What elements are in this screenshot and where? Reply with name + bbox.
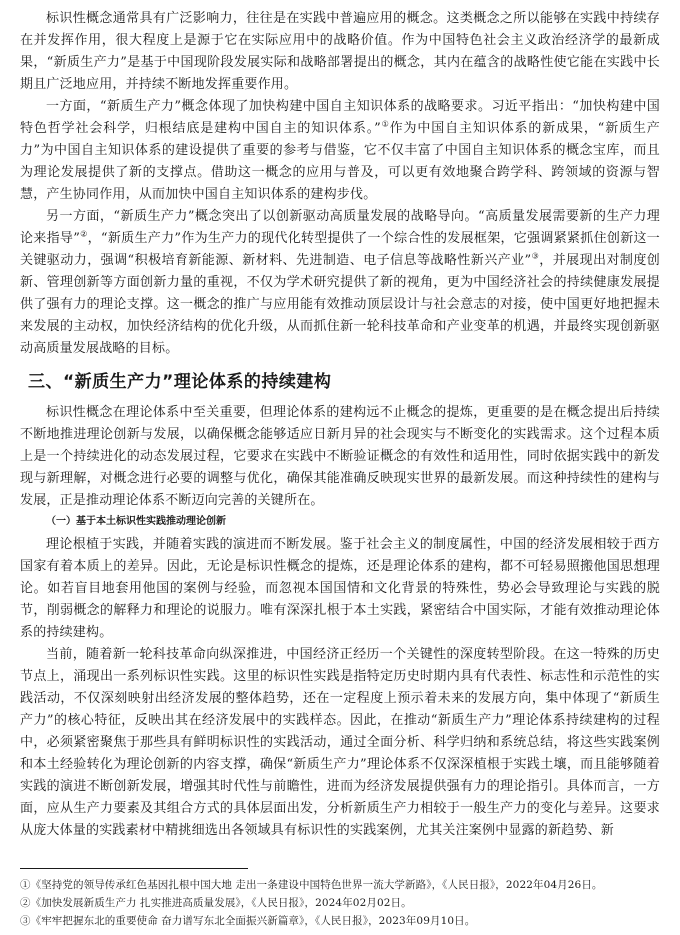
subsection-title: （一）基于本土标识性实践推动理论创新 [46, 516, 226, 527]
subsection-paragraph-1: 理论根植于实践，并随着实践的演进而不断发展。鉴于社会主义的制度属性，中国的经济发展相较于西方国家有着本质上的差异。因此，无论是标识性概念的提炼，还是理论体系的建构，都不可轻易照搬他国思想理论。如若盲目地套用他国的案例与经验，而忽视本国国情和文化背景的特殊性，势必会导致理论与实践的脱节，削弱概念的解释力和理论的说服力。唯有深深扎根于本土实践，紧密结合中国实际，才能有效推动理论体系的持续建构。 [20, 537, 660, 640]
paragraph-3-text-mid: ，“新质生产力”作为生产力的现代化转型提供了一个综合性的发展框架，它强调紧紧抓住创新这一关键驱动力，强调“积极培育新能源、新材料、先进制造、电子信息等战略性新兴产业” [20, 231, 660, 268]
footnote-ref-3[interactable]: ③ [531, 251, 540, 261]
footnote-ref-2[interactable]: ② [80, 229, 88, 239]
paragraph-1: 标识性概念通常具有广泛影响力，往往是在实践中普遍应用的概念。这类概念之所以能够在实践中持续存在并发挥作用，很大程度上是源于它在实际应用中的战略价值。作为中国特色社会主义政治经济学的最新成果，“新质生产力”是基于中国现阶段发展实际和战略部署提出的概念，其内在蕴含的战略性使它能在实践中长期且广泛地应用，并持续不断地发挥重要作用。 [20, 11, 660, 92]
footnote-2: ②《加快发展新质生产力 扎实推进高质量发展》，《人民日报》，2024年02月02日。 [20, 897, 412, 909]
paragraph-2 [20, 96, 660, 206]
paragraph-3 [20, 206, 660, 360]
paragraph-3-text-before: 另一方面，“新质生产力”概念突出了以创新驱动高质量发展的战略导向。“高质量发展需要新的生产力理论来指导” [20, 209, 660, 246]
footnotes [20, 876, 665, 930]
subsection-paragraph-2: 当前，随着新一轮科技革命向纵深推进，中国经济正经历一个关键性的深度转型阶段。在这一特殊的历史节点上，涌现出一系列标识性实践。这里的标识性实践是指特定历史时期内具有代表性、标志性和示范性的实践活动，不仅深刻映射出经济发展的整体趋势，还在一定程度上预示着未来的发展方向，集中体现了“新质生产力”的核心特征，反映出其在经济发展中的实践样态。因此，在推动“新质生产力”理论体系持续建构的过程中，必须紧密聚焦于那些具有鲜明标识性的实践活动，通过全面分析、科学归纳和系统总结，将这些实践案例和本土经验转化为理论创新的内容支撑，确保“新质生产力”理论体系不仅深深植根于实践土壤，而且能够随着实践的演进不断创新发展，增强其时代性与前瞻性，进而为经济发展提供强有力的理论指引。具体而言，一方面，应从生产力要素及其组合方式的具体层面出发，分析新质生产力相较于一般生产力的变化与差异。这要求从庞大体量的实践素材中精挑细选出各领域具有标识性的实践案例，尤其关注案例中显露的新趋势、新 [20, 647, 660, 838]
paragraph-2-text-after: 作为中国自主知识体系的新成果，“新质生产力”为中国自主知识体系的建设提供了重要的参考与借鉴，它不仅丰富了中国自主知识体系的概念宝库，而且为理论发展提供了新的支撑点。借助这一概念的应用与普及，可以更有效地聚合跨学科、跨领域的资源与智慧，产生协同作用，从而加快中国自主知识体系的建构步伐。 [20, 121, 661, 202]
body-text [20, 8, 660, 842]
paragraph-3-text-after: ，并展现出对制度创新、管理创新等方面创新力量的重视，不仅为学术研究提供了新的视角，更为中国经济社会的持续健康发展提供了强有力的理论支撑。这一概念的推广与应用能有效推动顶层设计与社会意志的对接，使中国更好地把握未来发展的主动权，加快经济结构的优化升级，从而抓住新一轮科技革命和产业变革的机遇，并最终实现创新驱动高质量发展战略的目标。 [20, 253, 661, 356]
section-intro-paragraph: 标识性概念在理论体系中至关重要，但理论体系的建构远不止概念的提炼，更重要的是在概念提出后持续不断地推进理论创新与发展，以确保概念能够适应日新月异的社会现实与不断变化的实践需求。这个过程本质上是一个持续进化的动态发展过程，它要求在实践中不断验证概念的有效性和适用性，同时依据实践中的新发现与新理解，对概念进行必要的调整与优化，确保其能准确反映现实世界的最新发展。而这种持续性的建构与发展，正是推动理论体系不断迈向完善的关键所在。 [20, 405, 660, 508]
section-title: 三、“新质生产力”理论体系的持续建构 [28, 372, 332, 392]
paragraph-2-text-before: 一方面，“新质生产力”概念体现了加快构建中国自主知识体系的战略要求。习近平指出：“加快构建中国特色哲学社会科学，归根结底是建构中国自主的知识体系。” [20, 99, 660, 136]
footnote-3: ③《牢牢把握东北的重要使命 奋力谱写东北全面振兴新篇章》，《人民日报》，2023年09月10日。 [20, 915, 476, 927]
footnote-1: ①《坚持党的领导传承红色基因扎根中国大地 走出一条建设中国特色世界一流大学新路》，《人民日报》，2022年04月26日。 [20, 879, 603, 891]
footnote-divider [20, 868, 248, 869]
footnote-ref-1[interactable]: ① [380, 119, 390, 129]
